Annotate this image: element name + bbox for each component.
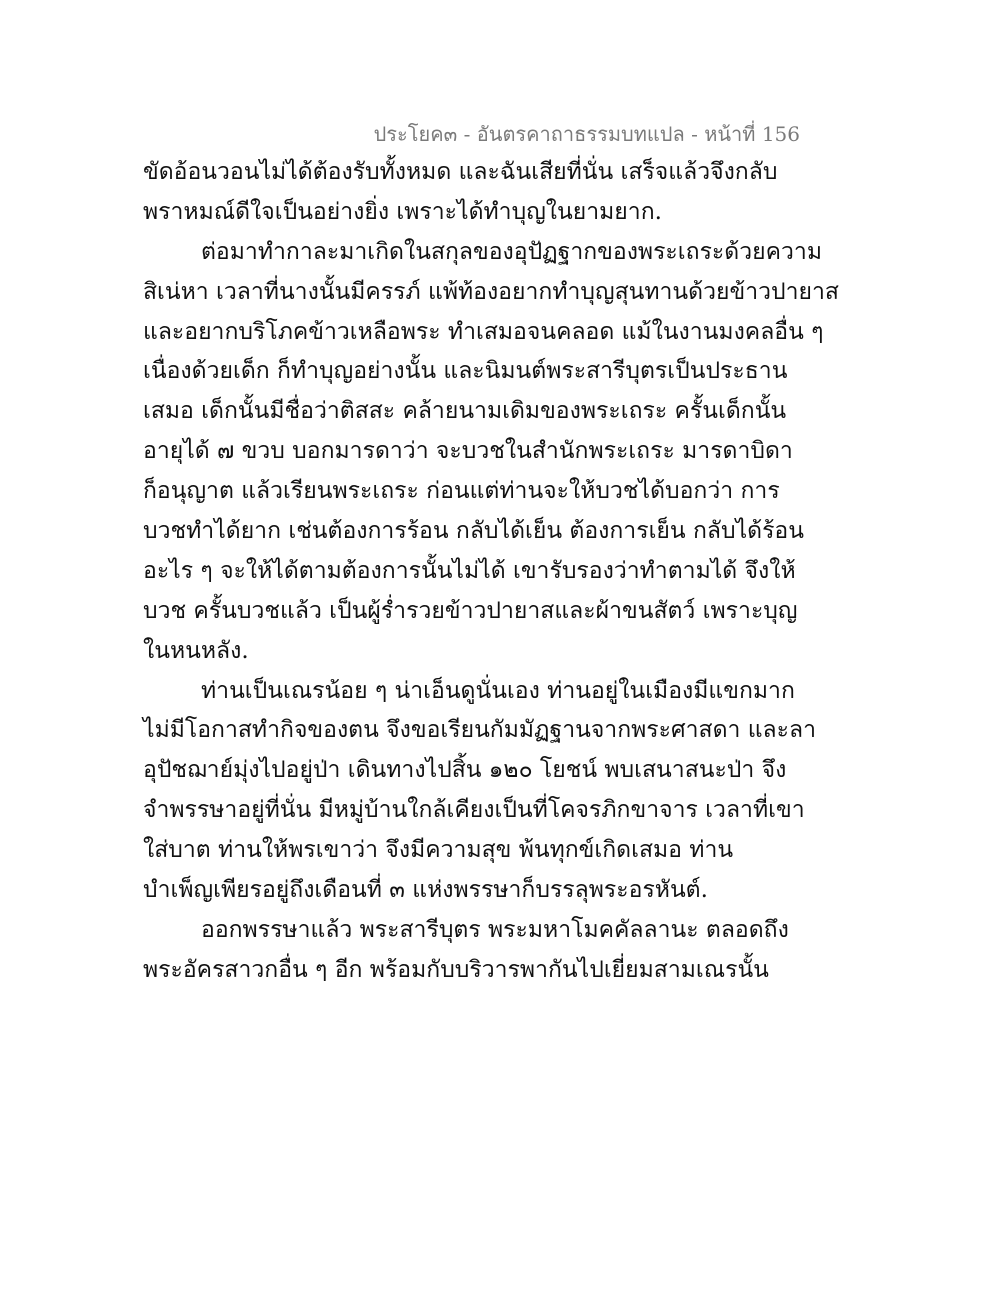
text-line: ในหนหลัง. <box>143 637 249 664</box>
text-line: อายุได้ ๗ ขวบ บอกมารดาว่า จะบวชในสำนักพระเถระ มารดาบิดา <box>143 438 793 465</box>
body-text <box>143 153 863 991</box>
text-line: ต่อมาทำกาละมาเกิดในสกุลของอุปัฏฐากของพระเถระด้วยความ <box>201 238 822 265</box>
paragraph <box>143 911 863 991</box>
paragraph <box>143 672 863 911</box>
text-line: สิเน่หา เวลาที่นางนั้นมีครรภ์ แพ้ท้องอยากทำบุญสุนทานด้วยข้าวปายาส <box>143 278 839 305</box>
text-line: ออกพรรษาแล้ว พระสารีบุตร พระมหาโมคคัลลานะ ตลอดถึง <box>201 916 789 943</box>
paragraph <box>143 153 863 233</box>
text-line: ไม่มีโอกาสทำกิจของตน จึงขอเรียนกัมมัฏฐานจากพระศาสดา และลา <box>143 717 817 744</box>
text-line: พราหมณ์ดีใจเป็นอย่างยิ่ง เพราะได้ทำบุญในยามยาก. <box>143 198 662 225</box>
paragraph <box>143 233 863 672</box>
text-line: และอยากบริโภคข้าวเหลือพระ ทำเสมอจนคลอด แม้ในงานมงคลอื่น ๆ <box>143 318 824 345</box>
text-line: จำพรรษาอยู่ที่นั่น มีหมู่บ้านใกล้เคียงเป็นที่โคจรภิกขาจาร เวลาที่เขา <box>143 797 805 824</box>
text-line: เสมอ เด็กนั้นมีชื่อว่าติสสะ คล้ายนามเดิมของพระเถระ ครั้นเด็กนั้น <box>143 398 787 425</box>
text-line: ท่านเป็นเณรน้อย ๆ น่าเอ็นดูนั่นเอง ท่านอยู่ในเมืองมีแขกมาก <box>201 677 795 704</box>
text-line: บวช ครั้นบวชแล้ว เป็นผู้ร่ำรวยข้าวปายาสและผ้าขนสัตว์ เพราะบุญ <box>143 597 798 624</box>
text-line: ก็อนุญาต แล้วเรียนพระเถระ ก่อนแต่ท่านจะให้บวชได้บอกว่า การ <box>143 478 780 505</box>
text-line: อะไร ๆ จะให้ได้ตามต้องการนั้นไม่ได้ เขารับรองว่าทำตามได้ จึงให้ <box>143 557 796 584</box>
text-line: บวชทำได้ยาก เช่นต้องการร้อน กลับได้เย็น ต้องการเย็น กลับได้ร้อน <box>143 518 804 545</box>
text-line: ใส่บาต ท่านให้พรเขาว่า จึงมีความสุข พ้นทุกข์เกิดเสมอ ท่าน <box>143 837 734 864</box>
text-line: ขัดอ้อนวอนไม่ได้ต้องรับทั้งหมด และฉันเสียที่นั่น เสร็จแล้วจึงกลับ <box>143 159 778 185</box>
text-line: บำเพ็ญเพียรอยู่ถึงเดือนที่ ๓ แห่งพรรษาก็บรรลุพระอรหันต์. <box>143 877 708 904</box>
text-line: อุปัชฌาย์มุ่งไปอยู่ป่า เดินทางไปสิ้น ๑๒๐ โยชน์ พบเสนาสนะป่า จึง <box>143 757 787 784</box>
text-line: พระอัครสาวกอื่น ๆ อีก พร้อมกับบริวารพากันไปเยี่ยมสามเณรนั้น <box>143 956 769 983</box>
text-line: เนื่องด้วยเด็ก ก็ทำบุญอย่างนั้น และนิมนต์พระสารีบุตรเป็นประธาน <box>143 358 788 385</box>
running-header: ประโยค๓ - อันตรคาถาธรรมบทแปล - หน้าที่ 156 <box>373 122 800 146</box>
